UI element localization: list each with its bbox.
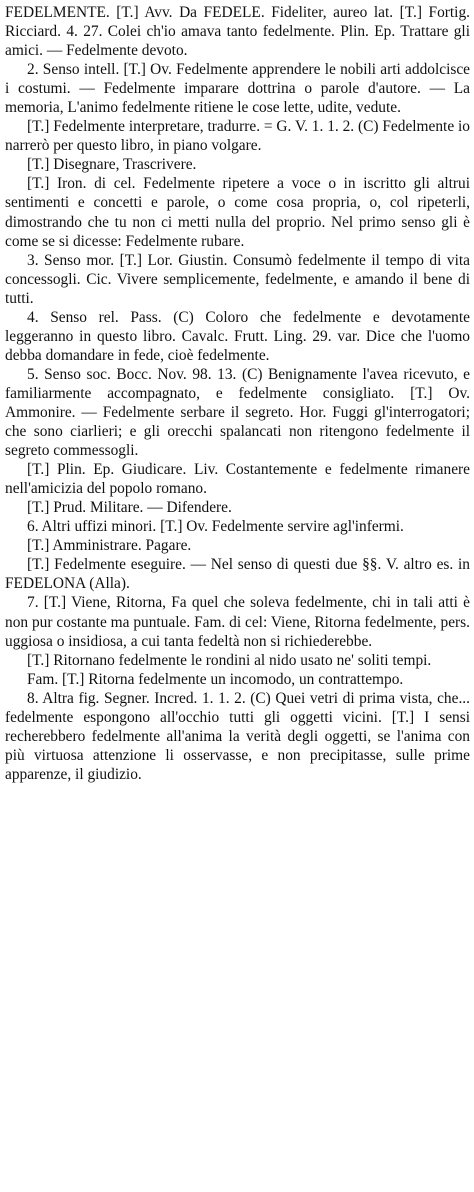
sense-2-ironic: [T.] Iron. di cel. Fedelmente ripetere a voce o in iscritto gli altrui sentimenti e concetti e parole, o come cosa propria, o, col ripeterli, dimostrando che tu non ci metti nulla del proprio. Nel primo senso gli è come se si dicesse: Fedelmente rubare. xyxy=(5,175,470,250)
sense-3-moral: 3. Senso mor. [T.] Lor. Giustin. Consumò fedelmente il tempo di vita concessogli. Cic. Vivere semplicemente, fedelmente, e amando il bene di tutti. xyxy=(5,251,470,307)
sense-6-execute: [T.] Fedelmente eseguire. — Nel senso di questi due §§. V. altro es. in FEDELONA (Alla). xyxy=(5,556,470,593)
sense-6-administer: [T.] Amministrare. Pagare. xyxy=(27,537,192,555)
sense-2-interpret: [T.] Fedelmente interpretare, tradurre. = G. V. 1. 1. 2. (C) Fedelmente io narrerò per questo libro, in piano volgare. xyxy=(5,118,470,155)
entry-headword-paragraph: FEDELMENTE. [T.] Avv. Da FEDELE. Fideliter, aureo lat. [T.] Fortig. Ricciard. 4. 27. Colei ch'io amava tanto fedelmente. Plin. Ep. Trattare gli amici. — Fedelmente devoto. xyxy=(5,4,470,60)
sense-5-judge: [T.] Plin. Ep. Giudicare. Liv. Costantemente e fedelmente rimanere nell'amicizia del popolo romano. xyxy=(5,461,470,498)
sense-7-familiar: Fam. [T.] Ritorna fedelmente un incomodo, un contrattempo. xyxy=(27,670,404,688)
sense-7-swallows: [T.] Ritornano fedelmente le rondini al nido usato ne' soliti tempi. xyxy=(27,651,432,669)
sense-8-figurative: 8. Altra fig. Segner. Incred. 1. 1. 2. (C) Quei vetri di prima vista, che... fedelmente espongono all'occhio tutti gli oggetti vicini. [T.] I sensi recherebbero fedelmente all'anima la verità degli oggetti, se l'anima con più virtuosa attenzione li osservasse, e non precipitasse, sulle prime apparenze, il giudizio. xyxy=(5,689,470,783)
sense-5-social: 5. Senso soc. Bocc. Nov. 98. 13. (C) Benignamente l'avea ricevuto, e familiarmente accompagnato, e fedelmente consigliato. [T.] Ov. Ammonire. — Fedelmente serbare il segreto. Hor. Fuggi gl'interrogatori; che sono ciarlieri; e gli orecchi spalancati non ritengono fedelmente il segreto commessogli. xyxy=(5,365,470,460)
sense-7-returns: 7. [T.] Viene, Ritorna, Fa quel che soleva fedelmente, chi in tali atti è non pur costante ma puntuale. Fam. di cel: Viene, Ritorna fedelmente, pers. uggiosa o insidiosa, a cui tanta fedeltà non si richiederebbe. xyxy=(5,594,470,650)
sense-5-military: [T.] Prud. Militare. — Difendere. xyxy=(27,499,232,517)
sense-4-religious: 4. Senso rel. Pass. (C) Coloro che fedelmente e devotamente leggeranno in questo libro. Cavalc. Frutt. Ling. 29. var. Dice che l'uomo debba domandare in fede, cioè fedelmente. xyxy=(5,308,470,364)
sense-2-intellectual: 2. Senso intell. [T.] Ov. Fedelmente apprendere le nobili arti addolcisce i costumi. — Fedelmente imparare dottrina o parole d'autore. — La memoria, L'animo fedelmente ritiene le cose lette, udite, vedute. xyxy=(5,61,470,117)
sense-2-draw: [T.] Disegnare, Trascrivere. xyxy=(27,156,197,174)
sense-6-minor-offices: 6. Altri uffizi minori. [T.] Ov. Fedelmente servire agl'infermi. xyxy=(27,518,404,536)
